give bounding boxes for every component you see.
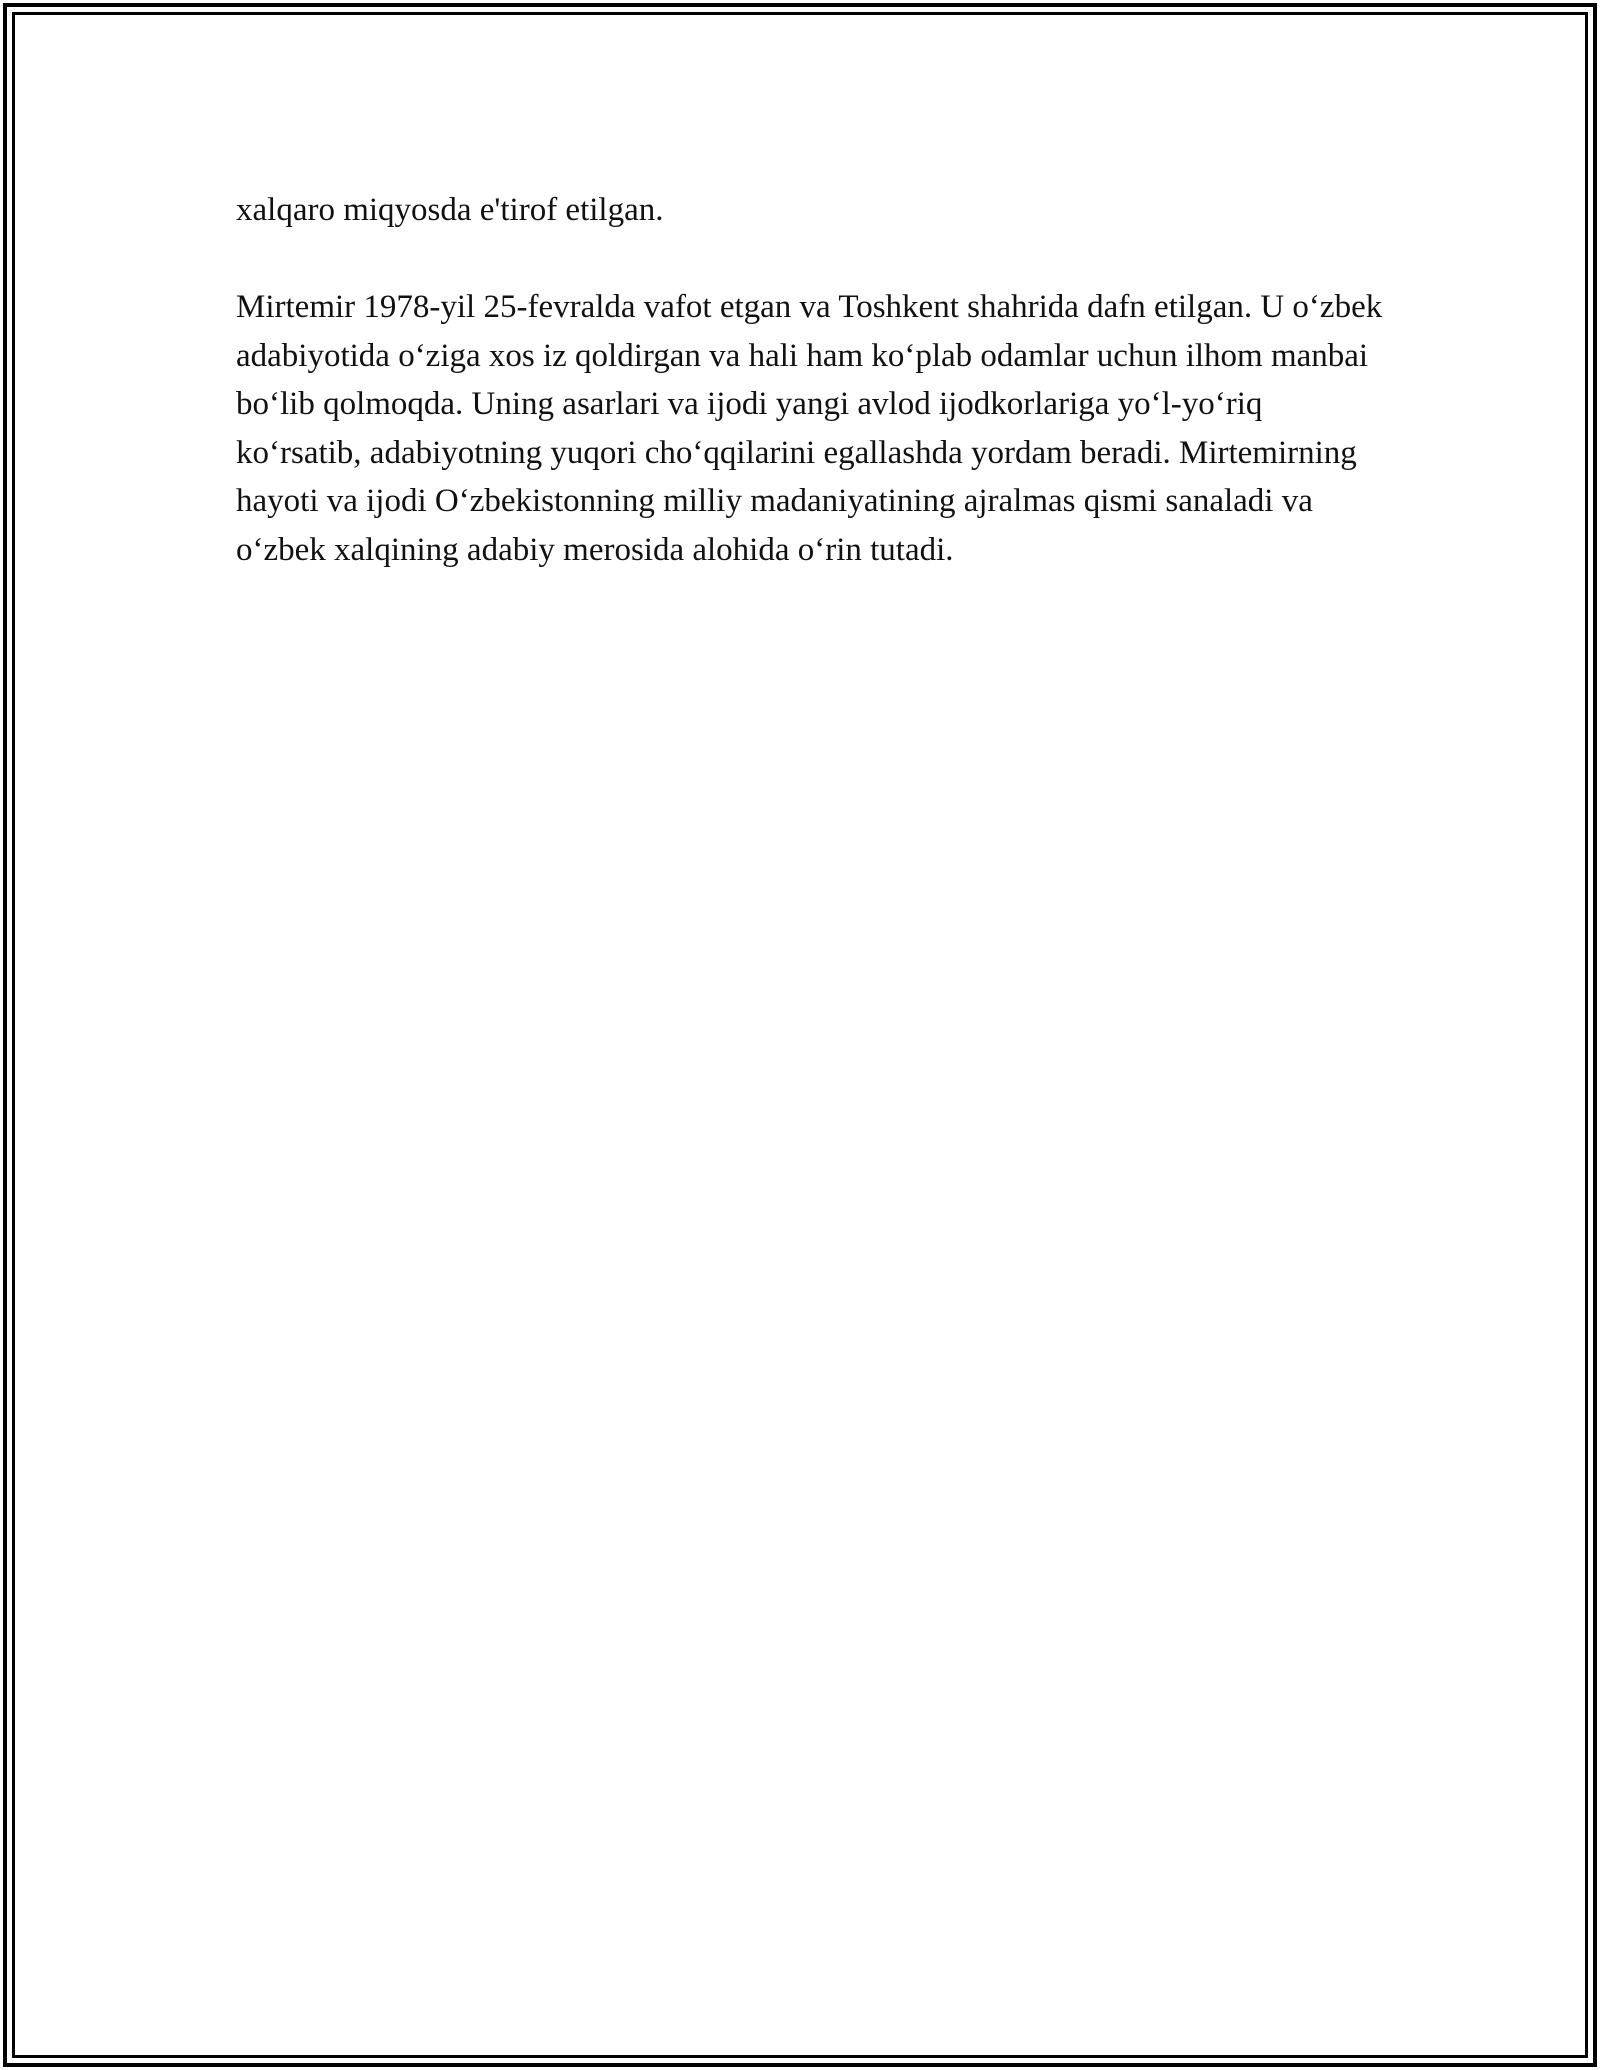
document-body [236,186,1386,574]
paragraph-continuation: xalqaro miqyosda e'tirof etilgan. [236,192,664,228]
paragraph-mirtemir-legacy: Mirtemir 1978-yil 25-fevralda vafot etgan va Toshkent shahrida dafn etilgan. U o‘zbek adabiyotida o‘ziga xos iz qoldirgan va hali ham ko‘plab odamlar uchun ilhom manbai bo‘lib qolmoqda. Uning asarlari va ijodi yangi avlod ijodkorlariga yo‘l-yo‘riq ko‘rsatib, adabiyotning yuqori cho‘qqilarini egallashda yordam beradi. Mirtemirning hayoti va ijodi O‘zbekistonning milliy madaniyatining ajralmas qismi sanaladi va o‘zbek xalqining adabiy merosida alohida o‘rin tutadi. [236,289,1383,568]
